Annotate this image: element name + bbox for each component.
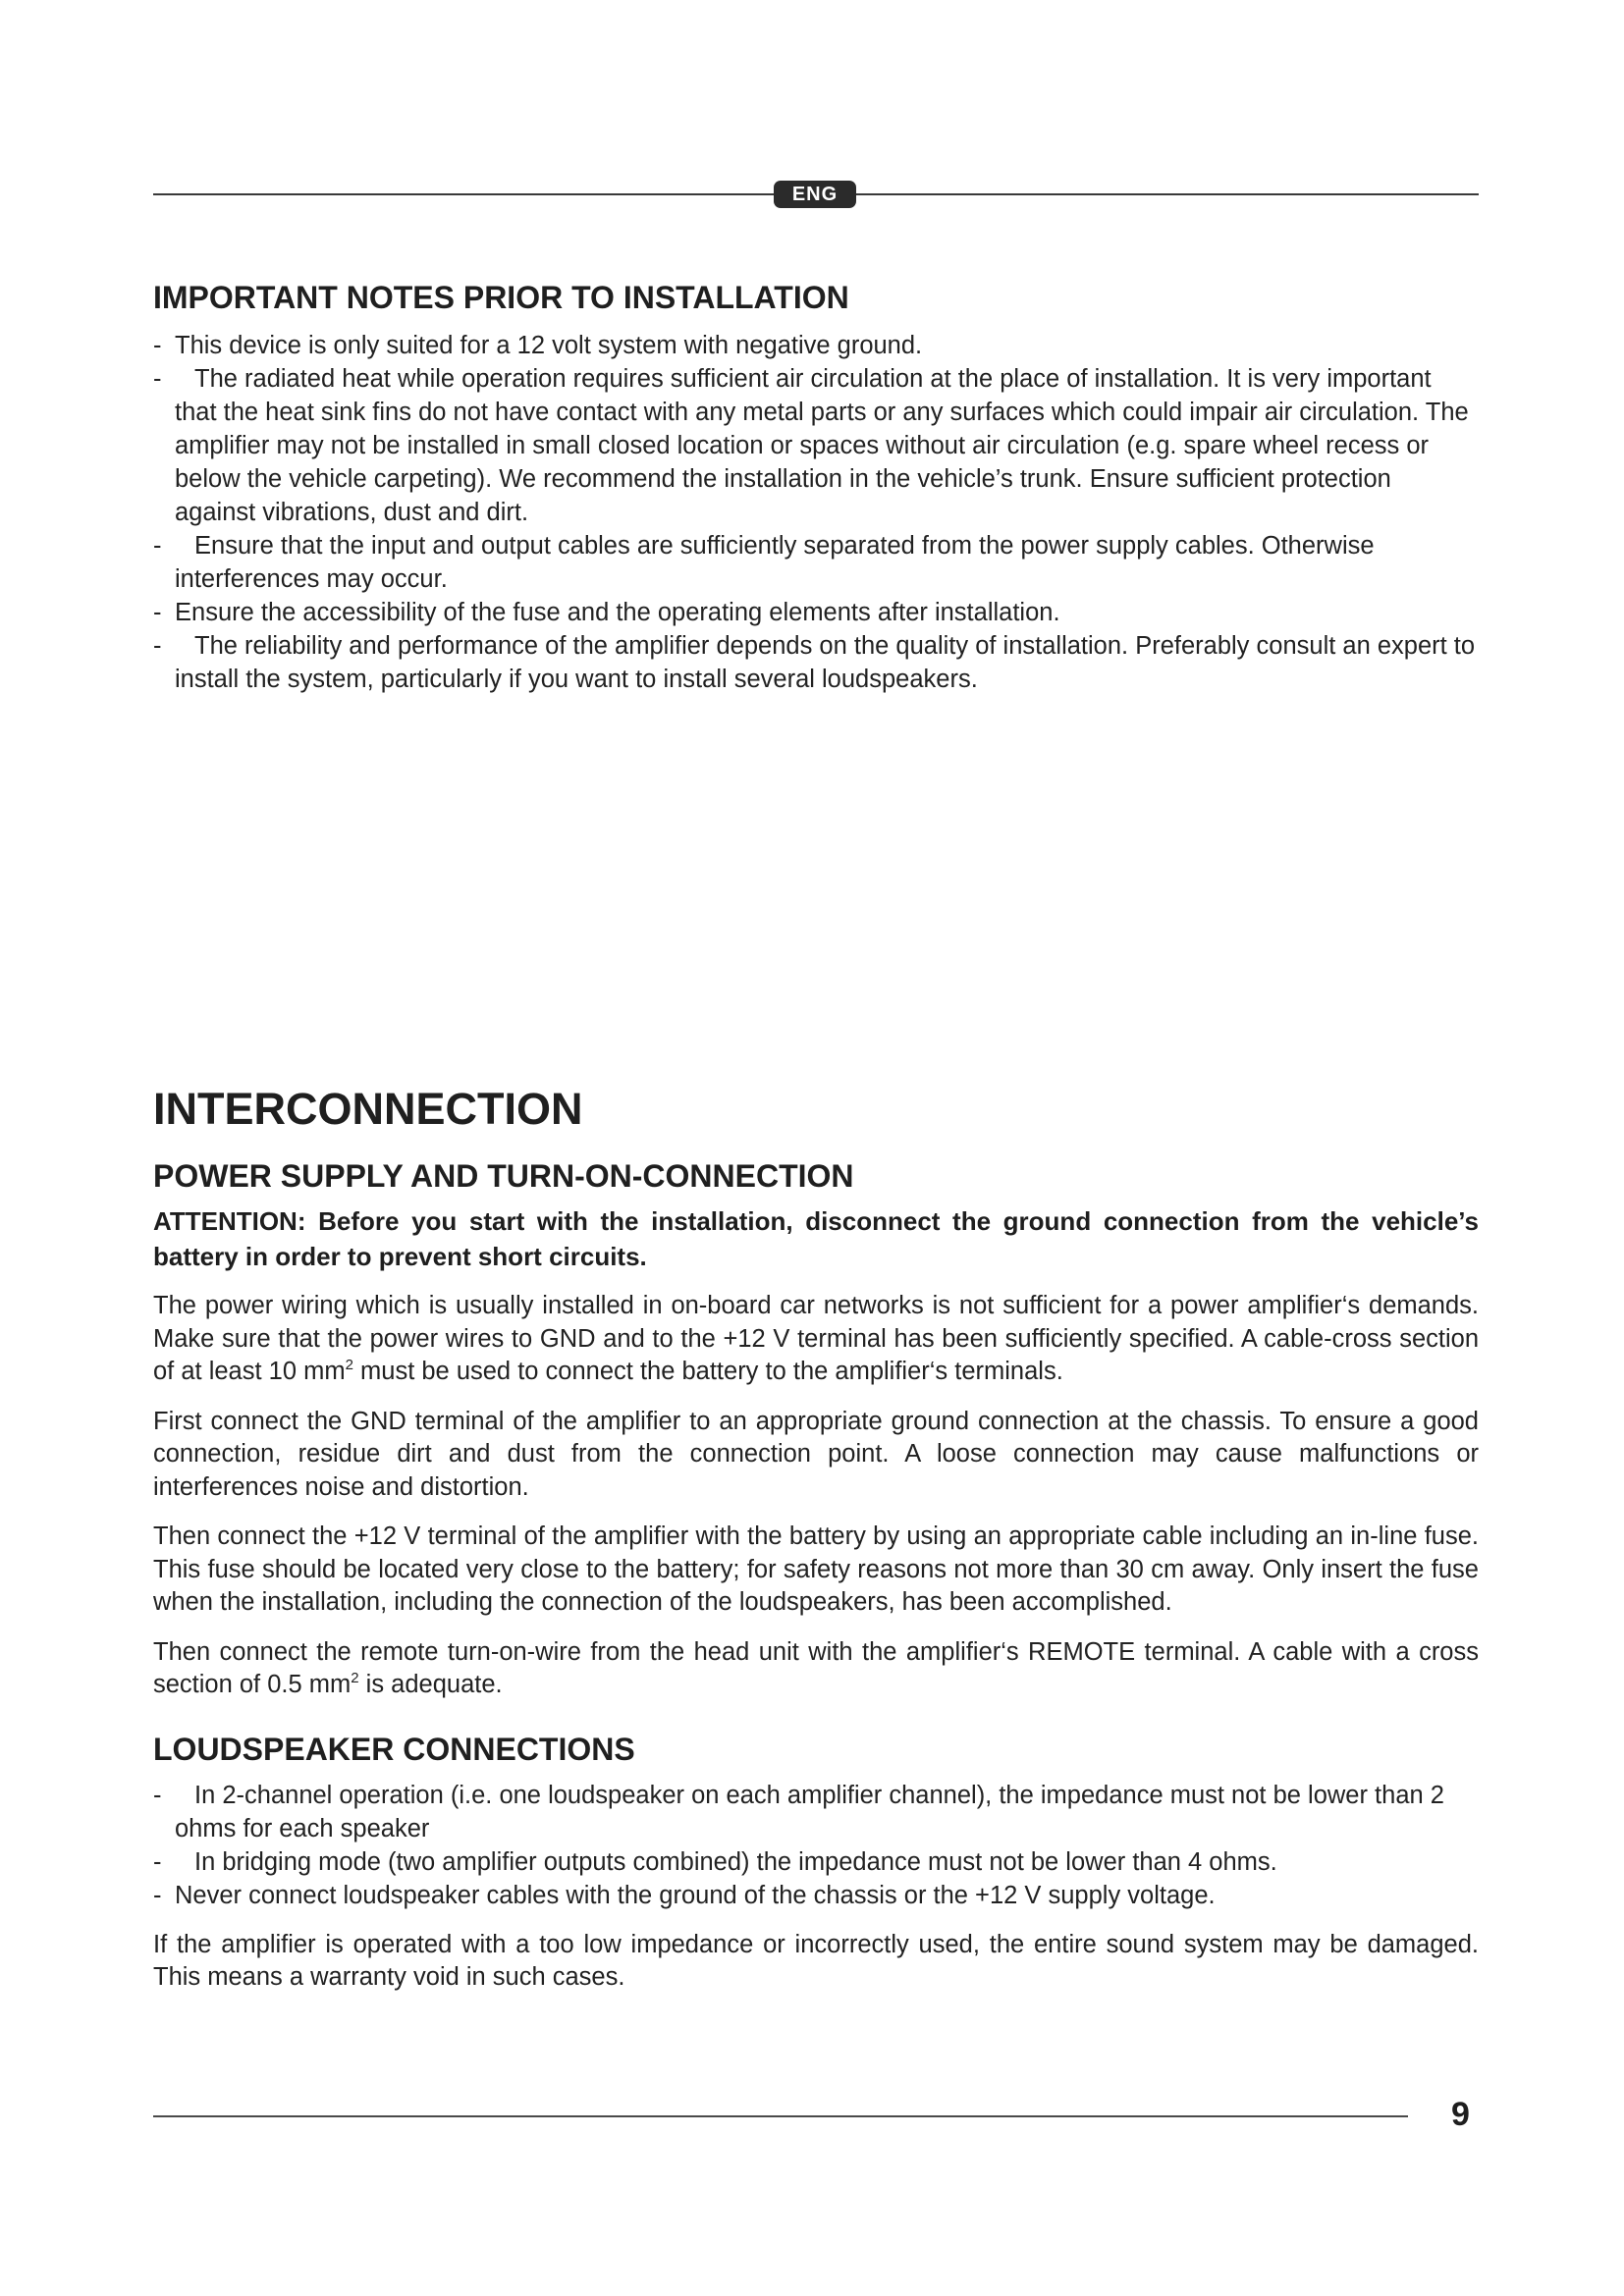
- page-title: INTERCONNECTION: [153, 1084, 583, 1134]
- notes-list: [153, 329, 1479, 696]
- list-item: - In bridging mode (two amplifier outputs combined) the impedance must not be lower than 4 ohms.: [153, 1847, 1277, 1876]
- power-paragraph-4: Then connect the remote turn-on-wire from the head unit with the amplifier‘s REMOTE terminal. A cable with a cross section of 0.5 $mm^2$ is adequate.: [153, 1637, 1479, 1698]
- notes-section: [153, 278, 1479, 696]
- list-item: - This device is only suited for a 12 volt system with negative ground.: [153, 332, 923, 359]
- power-paragraph-1: The power wiring which is usually installed in on-board car networks is not sufficient for a power amplifier‘s demands. Make sure that the power wires to GND and to the +12 V terminal has been sufficiently specified. A cable-cross section of at least 10 $mm^2$ must be used to connect the battery to the amplifier‘s terminals.: [153, 1292, 1479, 1385]
- list-item: - The reliability and performance of the amplifier depends on the quality of installation. Preferably consult an expert to install the system, particularly if you want to install several loudspeakers.: [153, 632, 1476, 693]
- language-badge: ENG: [774, 181, 856, 208]
- power-heading: POWER SUPPLY AND TURN-ON-CONNECTION: [153, 1158, 854, 1194]
- list-item: - The radiated heat while operation requires sufficient air circulation at the place of installation. It is very important that the heat sink fins do not have contact with any metal parts or any surfaces which could impair air circulation. The amplifier may not be installed in small closed location or spaces without air circulation (e.g. spare wheel recess or below the vehicle carpeting). We recommend the installation in the vehicle’s trunk. Ensure sufficient protection against vibrations, dust and dirt.: [153, 365, 1469, 526]
- warranty-warning: If the amplifier is operated with a too low impedance or incorrectly used, the entire sound system may be damaged. This means a warranty void in such cases.: [153, 1930, 1479, 1991]
- page-number: 9: [1451, 2096, 1470, 2133]
- list-item: - Never connect loudspeaker cables with the ground of the chassis or the +12 V supply voltage.: [153, 1881, 1216, 1909]
- list-item: - Ensure that the input and output cables are sufficiently separated from the power supply cables. Otherwise interferences may occur.: [153, 532, 1375, 593]
- loudspeaker-list: [153, 1779, 1479, 1912]
- list-item: - Ensure the accessibility of the fuse and the operating elements after installation.: [153, 599, 1060, 626]
- power-paragraph-3: Then connect the +12 V terminal of the amplifier with the battery by using an appropriate cable including an in-line fuse. This fuse should be located very close to the battery; for safety reasons not more than 30 cm away. Only insert the fuse when the installation, including the connection of the loudspeakers, has been accomplished.: [153, 1522, 1479, 1616]
- loudspeaker-heading: LOUDSPEAKER CONNECTIONS: [153, 1731, 635, 1767]
- notes-heading: IMPORTANT NOTES PRIOR TO INSTALLATION: [153, 280, 849, 315]
- attention-note: ATTENTION: Before you start with the installation, disconnect the ground connection from the vehicle’s battery in order to prevent short circuits.: [153, 1206, 1479, 1271]
- power-paragraph-2: First connect the GND terminal of the amplifier to an appropriate ground connection at the chassis. To ensure a good connection, residue dirt and dust from the connection point. A loose connection may cause malfunctions or interferences noise and distortion.: [153, 1407, 1479, 1501]
- list-item: - In 2-channel operation (i.e. one loudspeaker on each amplifier channel), the impedance must not be lower than 2 ohms for each speaker: [153, 1781, 1444, 1842]
- footer-rule: [153, 2115, 1408, 2117]
- interconnection-section: [153, 1082, 1479, 1995]
